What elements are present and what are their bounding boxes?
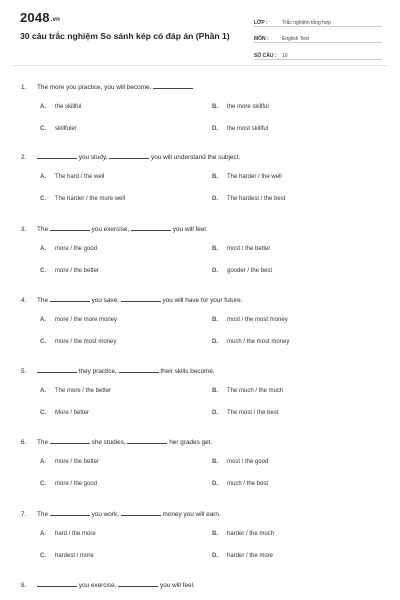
option-letter: D.: [212, 481, 218, 487]
answer-blank: [131, 224, 171, 231]
answer-option[interactable]: [212, 553, 273, 559]
option-letter: C.: [40, 268, 46, 274]
option-text: more / the most money: [55, 339, 117, 345]
answer-option[interactable]: [212, 481, 268, 487]
option-text: The much / the much: [227, 388, 284, 394]
answer-option[interactable]: [40, 553, 94, 559]
answer-option[interactable]: [212, 104, 269, 110]
question-text: 6. The she studies, her grades get.: [21, 439, 213, 446]
answer-option[interactable]: [212, 388, 283, 394]
meta-value: English Test: [282, 36, 309, 42]
answer-blank: [121, 509, 161, 516]
question-number: 3.: [21, 226, 27, 233]
meta-value: Trắc nghiệm tổng hợp: [282, 19, 331, 26]
option-letter: A.: [40, 104, 46, 110]
answer-blank: [119, 366, 159, 373]
answer-option[interactable]: [40, 410, 89, 416]
option-letter: B.: [212, 317, 218, 323]
option-text: hardest / more: [55, 553, 94, 559]
option-text: More / better: [55, 410, 90, 416]
option-text: The most / the best: [227, 410, 279, 416]
answer-option[interactable]: [212, 317, 288, 323]
option-text: harder / the much: [227, 531, 275, 537]
option-text: the more skillful: [227, 104, 269, 110]
question-number: 5.: [21, 368, 27, 375]
answer-blank: [37, 366, 77, 373]
answer-option[interactable]: [212, 339, 289, 345]
answer-option[interactable]: [40, 317, 117, 323]
option-letter: B.: [212, 459, 218, 465]
answer-option[interactable]: [40, 481, 97, 487]
answer-option[interactable]: [40, 196, 125, 202]
answer-blank: [50, 437, 90, 444]
answer-option[interactable]: [212, 246, 270, 252]
page-title: 30 câu trắc nghiệm So sánh kép có đáp án (Phần 1): [20, 31, 230, 41]
meta-label: MÔN :: [254, 36, 269, 42]
option-text: more / the better: [55, 268, 100, 274]
option-letter: B.: [212, 531, 218, 537]
answer-option[interactable]: [212, 459, 268, 465]
option-text: skillfuler: [55, 126, 77, 132]
option-text: hard / the more: [55, 531, 96, 537]
option-letter: C.: [40, 553, 46, 559]
meta-label: LỚP :: [254, 19, 268, 26]
answer-option[interactable]: [40, 126, 77, 132]
option-letter: D.: [212, 268, 218, 274]
option-letter: B.: [212, 246, 218, 252]
option-letter: D.: [212, 339, 218, 345]
answer-blank: [121, 295, 161, 302]
site-logo[interactable]: 2048.vn: [20, 10, 61, 25]
answer-option[interactable]: [212, 196, 285, 202]
option-text: The hard / the well: [55, 174, 105, 180]
option-letter: A.: [40, 246, 46, 252]
answer-option[interactable]: [40, 459, 99, 465]
option-text: more / the good: [55, 246, 98, 252]
answer-option[interactable]: [40, 339, 116, 345]
option-text: more / the better: [55, 459, 100, 465]
question-text: 8. you exercise, you will feel.: [21, 582, 195, 589]
meta-value: 10: [282, 52, 288, 59]
answer-option[interactable]: [212, 410, 278, 416]
answer-option[interactable]: [40, 388, 111, 394]
answer-blank: [109, 152, 149, 159]
option-text: most / the good: [227, 459, 269, 465]
answer-option[interactable]: [40, 174, 104, 180]
option-text: harder / the more: [227, 553, 274, 559]
option-letter: A.: [40, 531, 46, 537]
meta-label: SỐ CÂU :: [254, 52, 277, 59]
question-text: 4. The you save, you will have for your future.: [21, 297, 243, 304]
option-letter: A.: [40, 174, 46, 180]
question-text: 1. The more you practice, you will become.: [21, 82, 193, 91]
question-number: 2.: [21, 154, 27, 161]
option-letter: C.: [40, 126, 46, 132]
answer-option[interactable]: [212, 268, 272, 274]
question-number: 6.: [21, 439, 27, 446]
option-text: The harder / the more well: [55, 196, 126, 202]
answer-blank: [50, 295, 90, 302]
option-text: The hardest / the best: [227, 196, 286, 202]
option-text: most / the most money: [227, 317, 288, 323]
answer-option[interactable]: [40, 104, 81, 110]
option-text: much / the most money: [227, 339, 290, 345]
answer-blank: [37, 580, 77, 587]
option-text: the skillful: [55, 104, 82, 110]
answer-blank: [127, 437, 167, 444]
option-letter: D.: [212, 410, 218, 416]
option-text: most / the better: [227, 246, 271, 252]
option-text: much / the best: [227, 481, 269, 487]
question-number: 1.: [21, 84, 27, 91]
answer-blank: [37, 152, 77, 159]
question-text: 3. The you exercise, you will feel.: [21, 226, 208, 233]
answer-blank: [153, 82, 193, 89]
option-letter: B.: [212, 388, 218, 394]
answer-option[interactable]: [40, 268, 99, 274]
answer-option[interactable]: [40, 531, 96, 537]
answer-option[interactable]: [40, 246, 97, 252]
option-letter: C.: [40, 481, 46, 487]
question-number: 4.: [21, 297, 27, 304]
option-letter: D.: [212, 126, 218, 132]
option-letter: B.: [212, 174, 218, 180]
option-letter: C.: [40, 196, 46, 202]
answer-option[interactable]: [212, 174, 282, 180]
option-letter: B.: [212, 104, 218, 110]
question-number: 7.: [21, 511, 27, 518]
question-text: 5. they practice, their skills become.: [21, 368, 215, 375]
answer-option[interactable]: [212, 126, 268, 132]
option-letter: A.: [40, 317, 46, 323]
answer-option[interactable]: [212, 531, 274, 537]
question-text: 2. you study, you will understand the subject.: [21, 154, 241, 161]
option-letter: D.: [212, 196, 218, 202]
option-text: the most skillful: [227, 126, 269, 132]
option-letter: C.: [40, 410, 46, 416]
option-letter: C.: [40, 339, 46, 345]
answer-blank: [50, 224, 90, 231]
question-number: 8.: [21, 582, 27, 589]
answer-blank: [50, 509, 90, 516]
question-text: 7. The you work, money you will earn.: [21, 511, 221, 518]
answer-blank: [118, 580, 158, 587]
option-letter: A.: [40, 388, 46, 394]
option-text: more / the more money: [55, 317, 118, 323]
option-letter: D.: [212, 553, 218, 559]
option-text: The more / the better: [55, 388, 112, 394]
option-text: The harder / the well: [227, 174, 282, 180]
option-text: gooder / the best: [227, 268, 273, 274]
option-letter: A.: [40, 459, 46, 465]
option-text: more / the good: [55, 481, 98, 487]
